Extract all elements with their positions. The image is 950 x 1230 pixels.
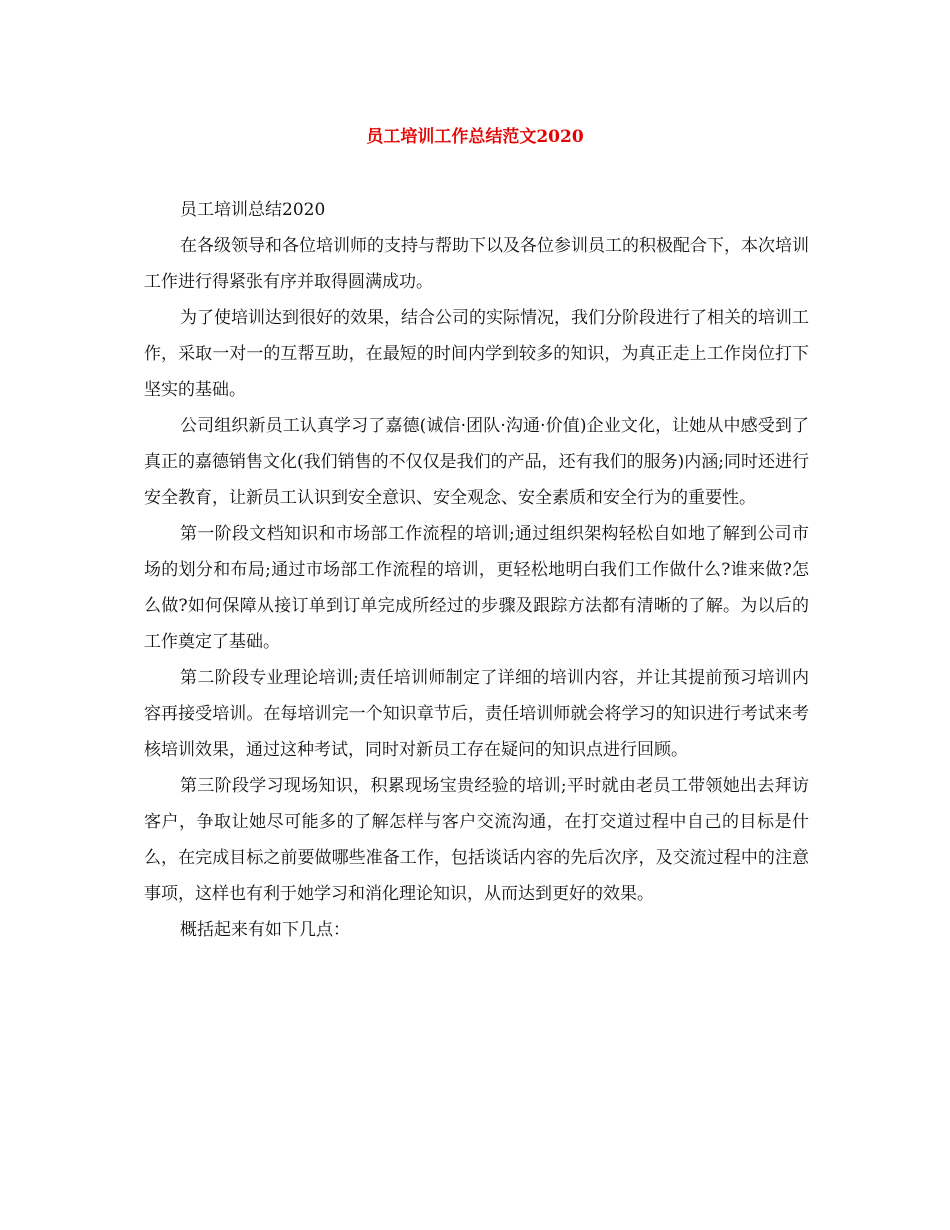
- paragraph-intro: 在各级领导和各位培训师的支持与帮助下以及各位参训员工的积极配合下，本次培训工作进行得紧张有序并取得圆满成功。: [144, 236, 809, 292]
- paragraph-culture: 公司组织新员工认真学习了嘉德(诚信·团队·沟通·价值)企业文化，让她从中感受到了真正的嘉德销售文化(我们销售的不仅仅是我们的产品，还有我们的服务)内涵;同时还进行安全教育，让新员工认识到安全意识、安全观念、安全素质和安全行为的重要性。: [144, 416, 809, 508]
- paragraph-stage-two: 第二阶段专业理论培训;责任培训师制定了详细的培训内容，并让其提前预习培训内容再接受培训。在每培训完一个知识章节后，责任培训师就会将学习的知识进行考试来考核培训效果，通过这种考试，同时对新员工存在疑问的知识点进行回顾。: [144, 668, 809, 760]
- document-title: 员工培训工作总结范文2020: [366, 127, 584, 147]
- paragraph-subtitle: 员工培训总结2020: [180, 200, 326, 220]
- paragraph-approach: 为了使培训达到很好的效果，结合公司的实际情况，我们分阶段进行了相关的培训工作，采取一对一的互帮互助，在最短的时间内学到较多的知识，为真正走上工作岗位打下坚实的基础。: [144, 308, 809, 400]
- paragraph-stage-three: 第三阶段学习现场知识，积累现场宝贵经验的培训;平时就由老员工带领她出去拜访客户，争取让她尽可能多的了解怎样与客户交流沟通，在打交道过程中自己的目标是什么，在完成目标之前要做哪些准备工作，包括谈话内容的先后次序，及交流过程中的注意事项，这样也有利于她学习和消化理论知识，从而达到更好的效果。: [144, 776, 809, 904]
- document-body: [144, 192, 809, 948]
- paragraph-stage-one: 第一阶段文档知识和市场部工作流程的培训;通过组织架构轻松自如地了解到公司市场的划分和布局;通过市场部工作流程的培训，更轻松地明白我们工作做什么?谁来做?怎么做?如何保障从接订单到订单完成所经过的步骤及跟踪方法都有清晰的了解。为以后的工作奠定了基础。: [144, 524, 809, 652]
- paragraph-summary-lead: 概括起来有如下几点：: [180, 920, 350, 940]
